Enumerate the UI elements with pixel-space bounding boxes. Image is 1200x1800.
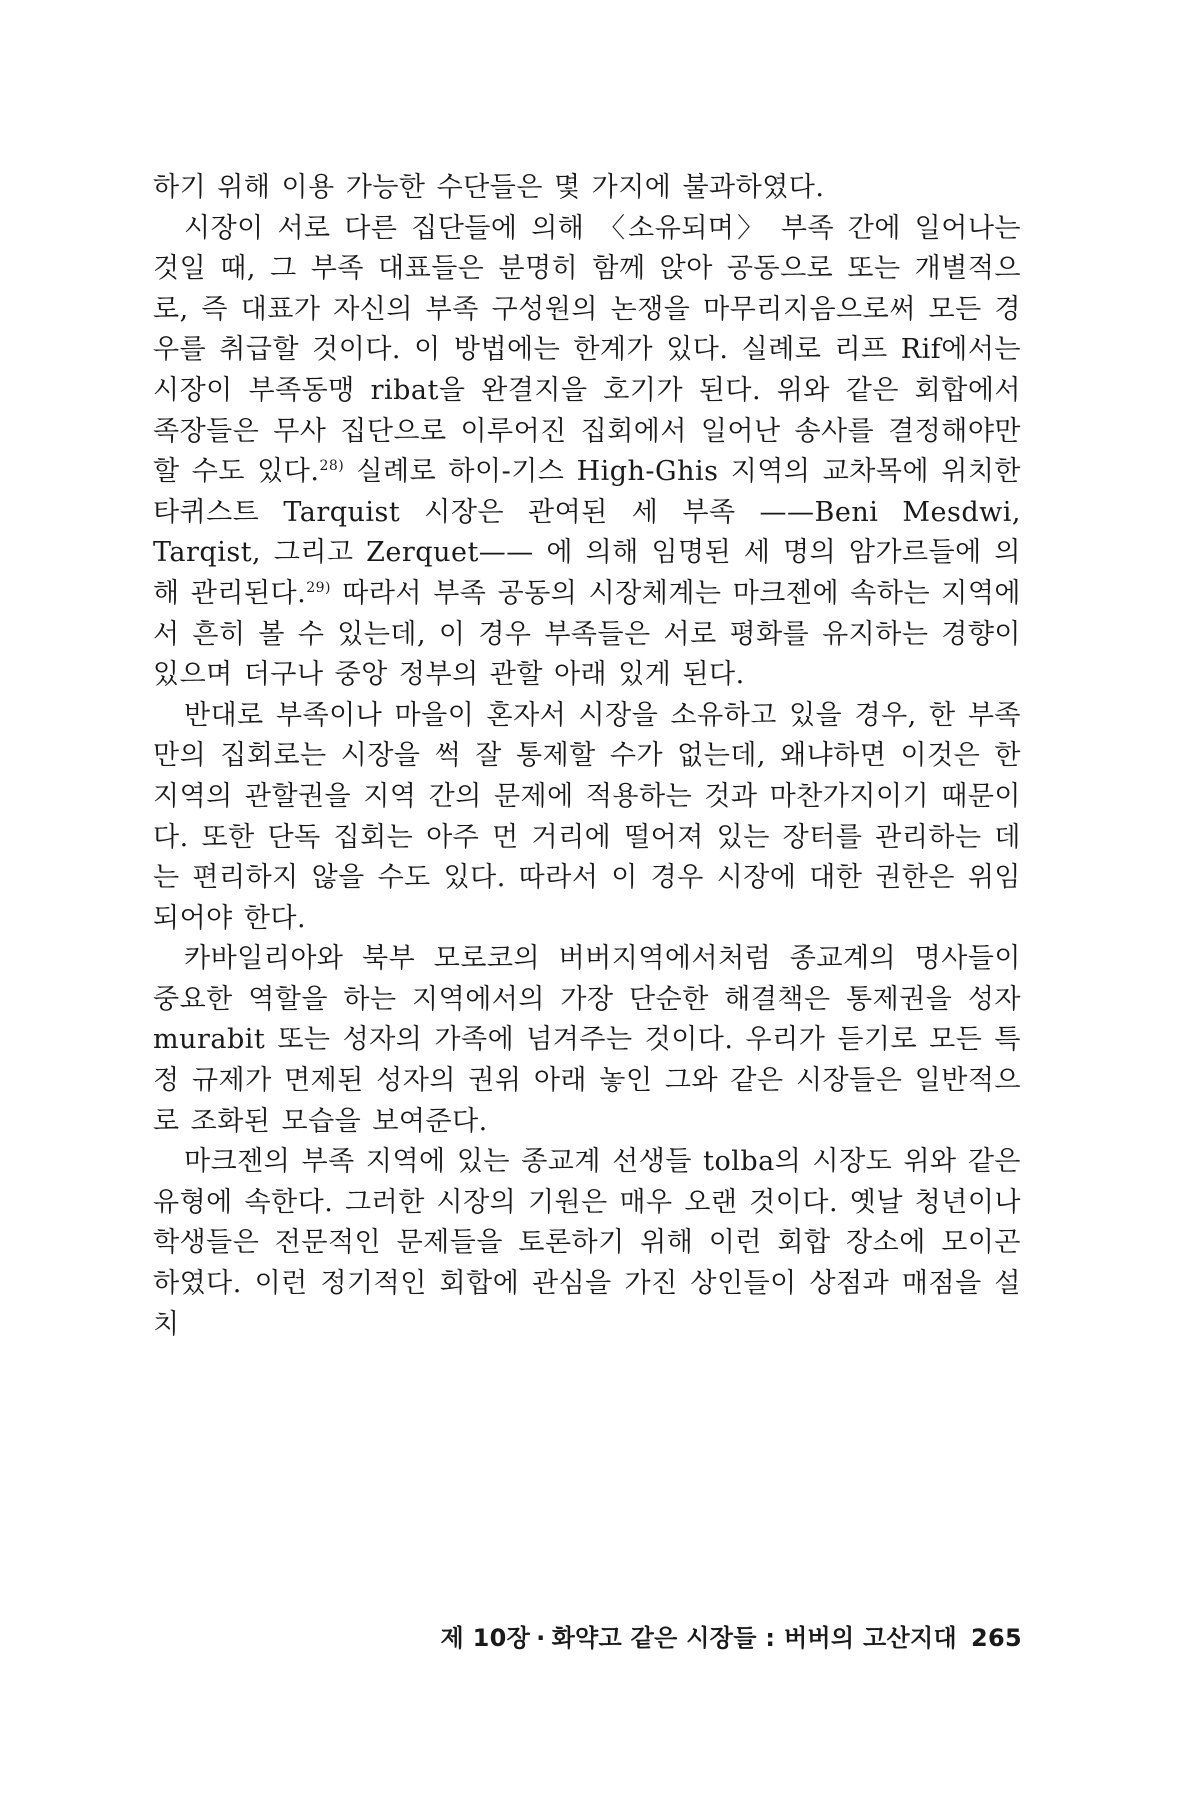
paragraph-3 <box>153 696 1021 940</box>
page-body <box>153 168 1021 1345</box>
paragraph-1 <box>153 168 1021 209</box>
footer-title: 화약고 같은 시장들 : 버버의 고산지대 <box>551 1624 957 1652</box>
running-footer <box>441 1618 1022 1653</box>
paragraph-1-text: 하기 위해 이용 가능한 수단들은 몇 가지에 불과하였다. <box>153 172 825 203</box>
paragraph-2-text-c: 따라서 부족 공동의 시장체계는 마크젠에 속하는 지역에서 흔히 볼 수 있는데, 이 경우 부족들은 서로 평화를 유지하는 경향이 있으며 더구나 중앙 정부의 관할 아래 있게 된다. <box>153 577 1022 691</box>
footer-chapter: 제 10장 <box>440 1624 531 1652</box>
paragraph-3-text: 반대로 부족이나 마을이 혼자서 시장을 소유하고 있을 경우, 한 부족만의 집회로는 시장을 썩 잘 통제할 수가 없는데, 왜냐하면 이것은 한 지역의 관할권을 지역 간의 문제에 적용하는 것과 마찬가지이기 때문이다. 또한 단독 집회는 아주 먼 거리에 떨어져 있는 장터를 관리하는 데는 편리하지 않을 수도 있다. 따라서 이 경우 시장에 대한 권한은 위임되어야 한다. <box>153 699 1021 934</box>
footnote-marker-28: 28) <box>319 458 345 475</box>
paragraph-5-text: 마크젠의 부족 지역에 있는 종교계 선생들 tolba의 시장도 위와 같은 유형에 속한다. 그러한 시장의 기원은 매우 오랜 것이다. 옛날 청년이나 학생들은 전문적인 문제들을 토론하기 위해 이런 회합 장소에 모이곤 하였다. 이런 정기적인 회합에 관심을 가진 상인들이 상점과 매점을 설치 <box>153 1146 1021 1340</box>
footnote-marker-29: 29) <box>306 579 332 596</box>
paragraph-5 <box>153 1142 1021 1345</box>
paragraph-4 <box>153 939 1021 1142</box>
page-number: 265 <box>971 1624 1022 1652</box>
paragraph-2 <box>153 209 1021 696</box>
paragraph-4-text: 카바일리아와 북부 모로코의 버버지역에서처럼 종교계의 명사들이 중요한 역할을 하는 지역에서의 가장 단순한 해결책은 통제권을 성자 murabit 또는 성자의 가족에 넘겨주는 것이다. 우리가 듣기로 모든 특정 규제가 면제된 성자의 권위 아래 놓인 그와 같은 시장들은 일반적으로 조화된 모습을 보여준다. <box>153 943 1021 1137</box>
paragraph-2-text-b: 실례로 하이-기스 High-Ghis 지역의 교차목에 위치한 타퀴스트 Tarquist 시장은 관여된 세 부족 ——Beni Mesdwi, Tarqist, 그리고 Zerquet—— 에 의해 임명된 세 명의 암가르들에 의해 관리된다. <box>153 456 1021 609</box>
footer-separator: · <box>536 1624 546 1652</box>
paragraph-2-text-a: 시장이 서로 다른 집단들에 의해 〈소유되며〉 부족 간에 일어나는 것일 때, 그 부족 대표들은 분명히 함께 앉아 공동으로 또는 개별적으로, 즉 대표가 자신의 부족 구성원의 논쟁을 마무리지음으로써 모든 경우를 취급할 것이다. 이 방법에는 한계가 있다. 실례로 리프 Rif에서는 시장이 부족동맹 ribat을 완결지을 호기가 된다. 위와 같은 회합에서 족장들은 무사 집단으로 이루어진 집회에서 일어난 송사를 결정해야만 할 수도 있다. <box>153 212 1021 488</box>
